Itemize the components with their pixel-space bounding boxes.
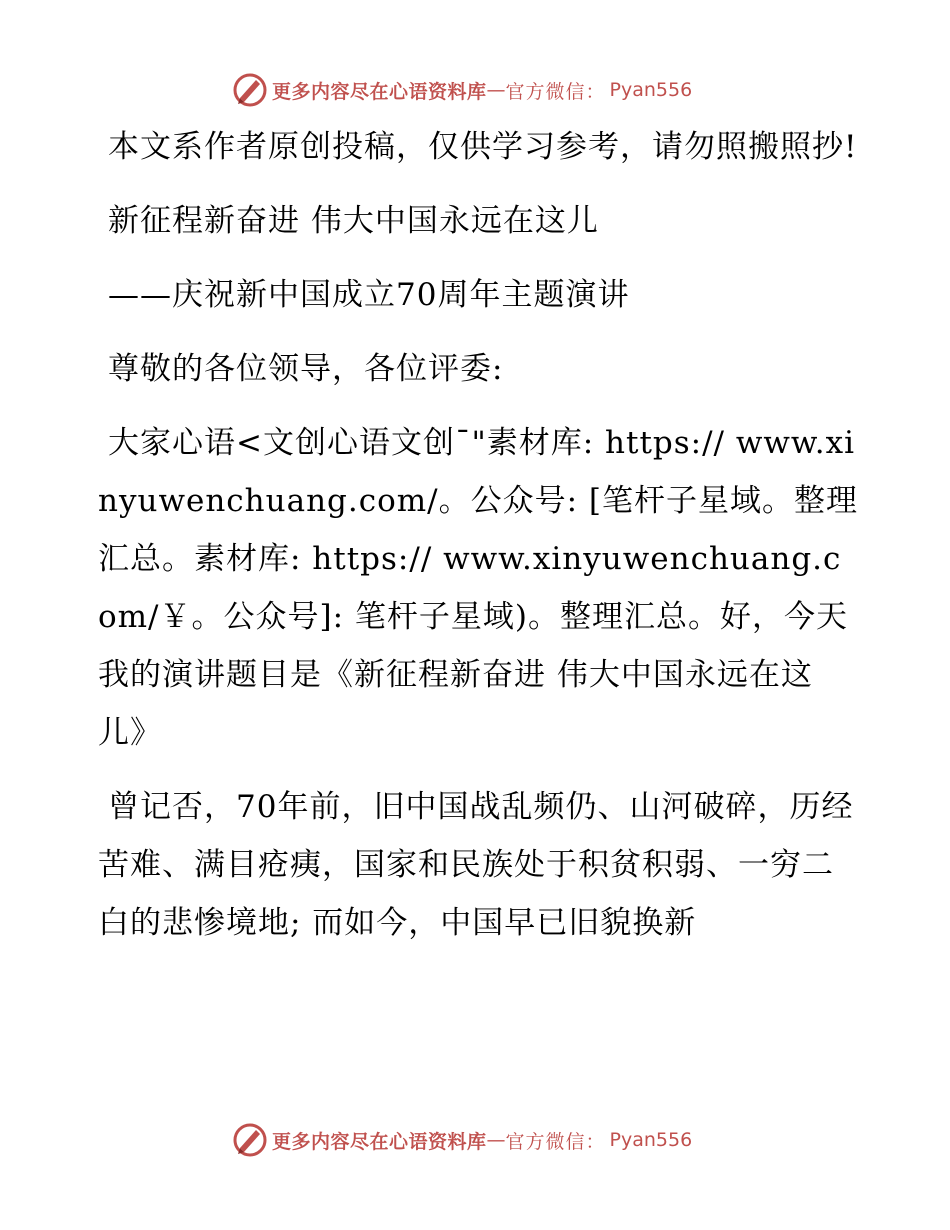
site-name: 更多内容尽在心语资料库: [272, 80, 487, 103]
logo-icon: [232, 72, 268, 108]
separator: —: [486, 1129, 506, 1151]
wechat-id: Pyan556: [609, 79, 693, 101]
salutation: 尊敬的各位领导，各位评委:: [108, 351, 504, 387]
logo-icon: [232, 1122, 268, 1158]
header-banner: [232, 70, 752, 110]
document-body: [98, 118, 858, 952]
speech-title: 新征程新奋进 伟大中国永远在这儿: [108, 203, 599, 239]
separator: —: [486, 79, 506, 101]
body-paragraph: 曾记否，70年前，旧中国战乱频仍、山河破碎，历经苦难、满目疮痍，国家和民族处于积贫积弱、一穷二白的悲惨境地; 而如今，中国早已旧貌换新: [98, 789, 854, 941]
footer-banner: [232, 1120, 752, 1160]
intro-paragraph: 大家心语<文创心语文创¯"素材库: https:// www.xinyuwenchuang.com/。公众号: [笔杆子星域。整理汇总。素材库: https:// www.xinyuwenchuang.com/￥。公众号]: 笔杆子星域)。整理汇总。好，今天我的演讲题目是《新征程新奋进 伟大中国永远在这儿》: [98, 425, 858, 751]
wechat-label: 官方微信：: [505, 80, 606, 103]
speech-subtitle: ——庆祝新中国成立70周年主题演讲: [108, 277, 630, 313]
wechat-label: 官方微信：: [505, 1130, 606, 1153]
site-name: 更多内容尽在心语资料库: [272, 1130, 487, 1153]
wechat-id: Pyan556: [609, 1129, 693, 1151]
copyright-notice: 本文系作者原创投稿，仅供学习参考，请勿照搬照抄!: [108, 129, 858, 165]
